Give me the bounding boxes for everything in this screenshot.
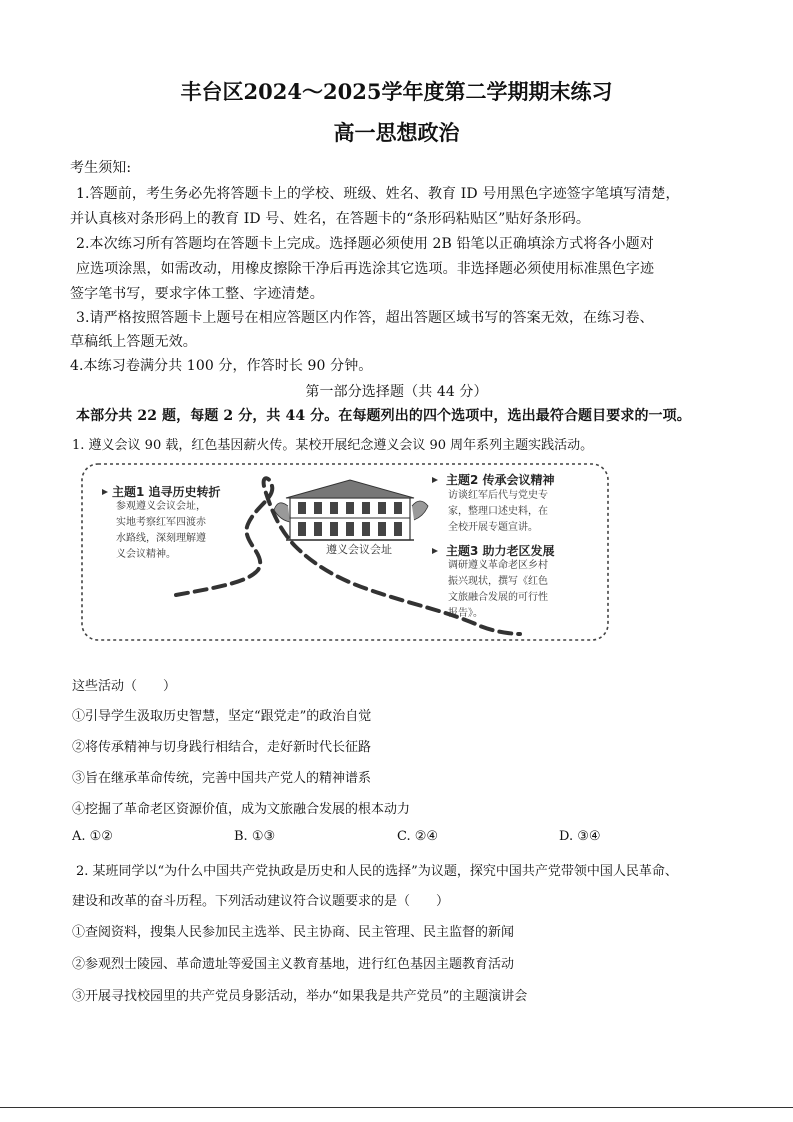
notice-heading: 考生须知: bbox=[70, 160, 132, 176]
theme3-line: 报告》。 bbox=[448, 608, 483, 619]
notice-line: 3.请严格按照答题卡上题号在相应答题区内作答，超出答题区域书写的答案无效，在练习卷、 bbox=[76, 310, 654, 326]
theme3-line: 振兴现状，撰写《红色 bbox=[448, 576, 548, 587]
building-illustration bbox=[274, 480, 428, 540]
statement: ②将传承精神与切身践行相结合，走好新时代长征路 bbox=[72, 740, 372, 755]
theme2-line: 访谈红军后代与党史专 bbox=[448, 490, 548, 501]
statement: ③旨在继承革命传统，完善中国共产党人的精神谱系 bbox=[72, 771, 372, 786]
option-d: D. ③④ bbox=[559, 829, 601, 844]
notice-line: 2.本次练习所有答题均在答题卡上完成。选择题必须使用 2B 铅笔以正确填涂方式将各小题对 bbox=[76, 236, 654, 252]
theme3-title: 主题3 助力老区发展 bbox=[446, 544, 555, 558]
theme3-line: 调研遵义革命老区乡村 bbox=[448, 560, 548, 571]
building-caption: 遵义会议会址 bbox=[326, 543, 392, 556]
notice-line: 应选项涂黑，如需改动，用橡皮擦除干净后再选涂其它选项。非选择题必须使用标准黑色字迹 bbox=[76, 261, 655, 277]
page-bottom-rule bbox=[0, 1107, 793, 1108]
question-prompt: 这些活动（ ） bbox=[72, 679, 177, 694]
question-stem: 2. 某班同学以“为什么中国共产党执政是历史和人民的选择”为议题，探究中国共产党带领中国人民革命、 bbox=[76, 864, 678, 879]
notice-line: 4.本练习卷满分共 100 分，作答时长 90 分钟。 bbox=[70, 358, 373, 374]
notice-line: 并认真核对条形码上的教育 ID 号、姓名，在答题卡的“条形码粘贴区”贴好条形码。 bbox=[70, 211, 590, 227]
notice-line: 1.答题前，考生务必先将答题卡上的学校、班级、姓名、教育 ID 号用黑色字迹签字笔填写清楚， bbox=[76, 186, 680, 202]
section-title: 第一部分选择题（共 44 分） bbox=[305, 384, 488, 400]
option-b: B. ①③ bbox=[234, 829, 276, 844]
theme2-title: 主题2 传承会议精神 bbox=[446, 473, 555, 487]
theme3-line: 文旅融合发展的可行性 bbox=[448, 592, 548, 603]
subject-title: 高一思想政治 bbox=[333, 120, 460, 145]
statement: ①引导学生汲取历史智慧，坚定“跟党走”的政治自觉 bbox=[72, 709, 372, 724]
statement: ③开展寻找校园里的共产党员身影活动，举办“如果我是共产党员”的主题演讲会 bbox=[72, 989, 528, 1004]
statement: ①查阅资料，搜集人民参加民主选举、民主协商、民主管理、民主监督的新闻 bbox=[72, 925, 515, 940]
activity-figure bbox=[80, 462, 610, 642]
theme1-line: 水路线，深刻理解遵 bbox=[116, 533, 206, 544]
notice-line: 签字笔书写，要求字体工整、字迹清楚。 bbox=[70, 286, 324, 302]
option-a: A. ①② bbox=[72, 829, 113, 844]
theme2-line: 全校开展专题宣讲。 bbox=[448, 522, 538, 533]
theme1-title: 主题1 追寻历史转折 bbox=[112, 485, 221, 499]
page-title: 丰台区2024～2025学年度第二学期期末练习 bbox=[180, 79, 613, 104]
notice-line: 草稿纸上答题无效。 bbox=[70, 334, 197, 350]
question-stem: 1. 遵义会议 90 载，红色基因薪火传。某校开展纪念遵义会议 90 周年系列主题实践活动。 bbox=[72, 438, 594, 453]
theme1-line: 参观遵义会议会址， bbox=[116, 501, 206, 512]
theme1-line: 实地考察红军四渡赤 bbox=[116, 517, 206, 528]
option-c: C. ②④ bbox=[397, 829, 439, 844]
section-intro: 本部分共 22 题，每题 2 分，共 44 分。在每题列出的四个选项中，选出最符合题目要求的一项。 bbox=[76, 408, 691, 424]
theme1-line: 义会议精神。 bbox=[116, 549, 176, 560]
statement: ④挖掘了革命老区资源价值，成为文旅融合发展的根本动力 bbox=[72, 802, 411, 817]
statement: ②参观烈士陵园、革命遗址等爱国主义教育基地，进行红色基因主题教育活动 bbox=[72, 957, 515, 972]
question-stem: 建设和改革的奋斗历程。下列活动建议符合议题要求的是（ ） bbox=[72, 894, 450, 909]
theme2-line: 家，整理口述史料，在 bbox=[448, 506, 548, 517]
